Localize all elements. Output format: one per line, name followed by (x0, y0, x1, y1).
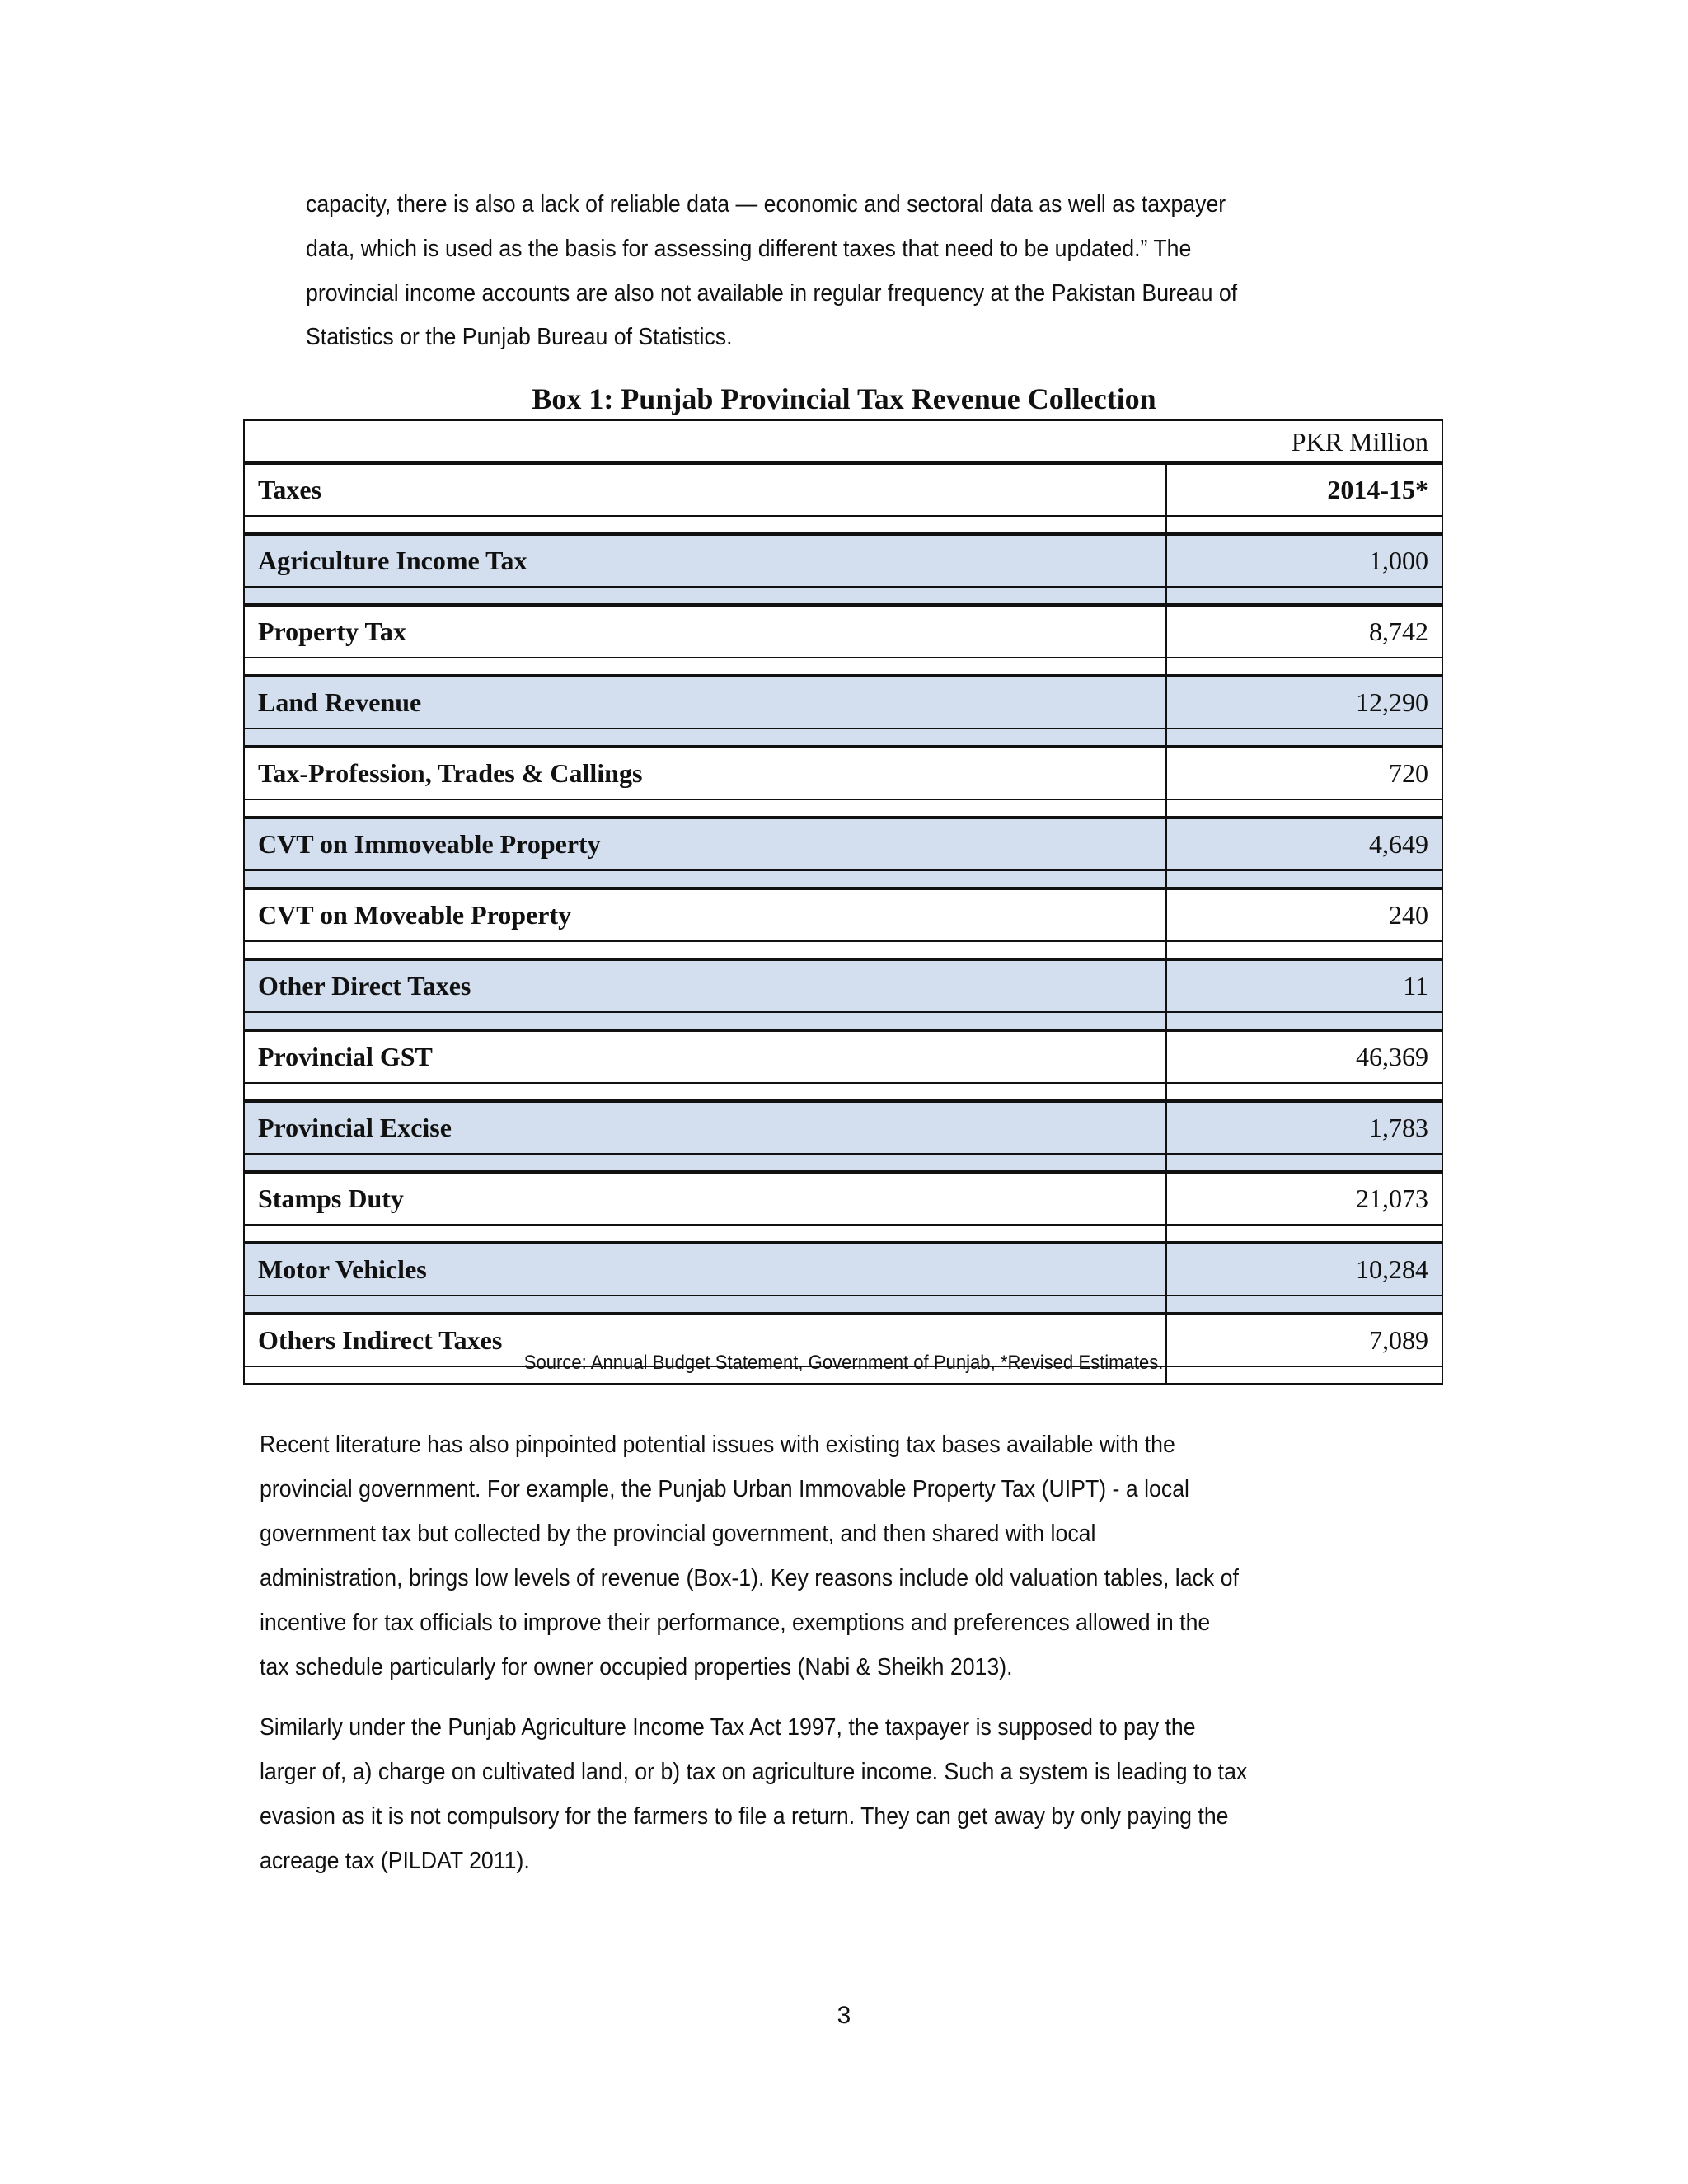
unit-row (245, 421, 1442, 465)
table-row (245, 748, 1442, 800)
spacer-row (245, 871, 1442, 890)
header-taxes: Taxes (245, 465, 1167, 515)
tax-name: Others Indirect Taxes (245, 1315, 1167, 1366)
paragraph-line: tax schedule particularly for owner occupied properties (Nabi & Sheikh 2013). (260, 1654, 1013, 1680)
table-row (245, 677, 1442, 729)
tax-value: 240 (1389, 900, 1428, 930)
tax-name: Provincial Excise (245, 1103, 1167, 1153)
header-year: 2014-15* (1327, 475, 1428, 504)
spacer-row (245, 1155, 1442, 1174)
spacer-row (245, 658, 1442, 677)
paragraph-line: government tax but collected by the provincial government, and then shared with local (260, 1521, 1096, 1547)
table-row (245, 1244, 1442, 1296)
table-row (245, 961, 1442, 1013)
table-row (245, 890, 1442, 942)
table-row (245, 536, 1442, 588)
spacer-row (245, 1084, 1442, 1103)
source-text: Source: Annual Budget Statement, Government of Punjab, *Revised Estimates. (524, 1352, 1164, 1374)
intro-line: Statistics or the Punjab Bureau of Statistics. (306, 324, 733, 350)
tax-value: 720 (1389, 758, 1428, 788)
tax-value: 1,783 (1369, 1113, 1428, 1142)
table-row (245, 1103, 1442, 1155)
tax-value: 21,073 (1356, 1183, 1428, 1213)
spacer-row (245, 1226, 1442, 1244)
spacer-row (245, 729, 1442, 748)
paragraph-line: Recent literature has also pinpointed potential issues with existing tax bases available with the (260, 1432, 1175, 1458)
tax-name: Land Revenue (245, 677, 1167, 728)
tax-value: 1,000 (1369, 546, 1428, 575)
spacer-row (245, 1013, 1442, 1032)
spacer-row (245, 517, 1442, 536)
spacer-row (245, 588, 1442, 607)
paragraph-line: administration, brings low levels of revenue (Box-1). Key reasons include old valuation tables, lack of (260, 1565, 1239, 1591)
table-row (245, 1032, 1442, 1084)
tax-name: CVT on Immoveable Property (245, 819, 1167, 869)
tax-revenue-table (243, 419, 1443, 1385)
intro-line: capacity, there is also a lack of reliable data — economic and sectoral data as well as taxpayer (306, 191, 1226, 218)
tax-name: Agriculture Income Tax (245, 536, 1167, 586)
tax-name: Tax-Profession, Trades & Callings (245, 748, 1167, 799)
tax-name: Other Direct Taxes (245, 961, 1167, 1011)
table-source-note (0, 1352, 1688, 1375)
unit-label: PKR Million (1291, 427, 1428, 457)
tax-value: 46,369 (1356, 1042, 1428, 1071)
paragraph-line: acreage tax (PILDAT 2011). (260, 1848, 530, 1874)
tax-value: 11 (1403, 971, 1428, 1001)
paragraph-line: Similarly under the Punjab Agriculture Income Tax Act 1997, the taxpayer is supposed to pay the (260, 1714, 1196, 1741)
table-row (245, 819, 1442, 871)
tax-name: Motor Vehicles (245, 1244, 1167, 1295)
spacer-row (245, 942, 1442, 961)
paragraph-line: larger of, a) charge on cultivated land, or b) tax on agriculture income. Such a system is leading to tax (260, 1759, 1248, 1785)
paragraph-line: provincial government. For example, the Punjab Urban Immovable Property Tax (UIPT) - a local (260, 1476, 1189, 1502)
tax-value: 4,649 (1369, 829, 1428, 859)
intro-line: provincial income accounts are also not available in regular frequency at the Pakistan Bureau of (306, 280, 1238, 307)
tax-value: 12,290 (1356, 687, 1428, 717)
spacer-row (245, 1296, 1442, 1315)
table-row (245, 607, 1442, 658)
tax-name: Stamps Duty (245, 1174, 1167, 1224)
table-header-row (245, 465, 1442, 517)
tax-name: Provincial GST (245, 1032, 1167, 1082)
tax-value: 8,742 (1369, 616, 1428, 646)
tax-name: Property Tax (245, 607, 1167, 657)
intro-line: data, which is used as the basis for assessing different taxes that need to be updated.” The (306, 236, 1192, 262)
spacer-row (245, 800, 1442, 819)
tax-name: CVT on Moveable Property (245, 890, 1167, 940)
paragraph-line: evasion as it is not compulsory for the farmers to file a return. They can get away by only paying the (260, 1803, 1229, 1830)
table-row (245, 1174, 1442, 1226)
paragraph-line: incentive for tax officials to improve their performance, exemptions and preferences allowed in the (260, 1610, 1211, 1636)
tax-value: 7,089 (1369, 1325, 1428, 1355)
page-number: 3 (837, 2002, 851, 2029)
tax-value: 10,284 (1356, 1254, 1428, 1284)
box-title: Box 1: Punjab Provincial Tax Revenue Collection (532, 382, 1156, 415)
